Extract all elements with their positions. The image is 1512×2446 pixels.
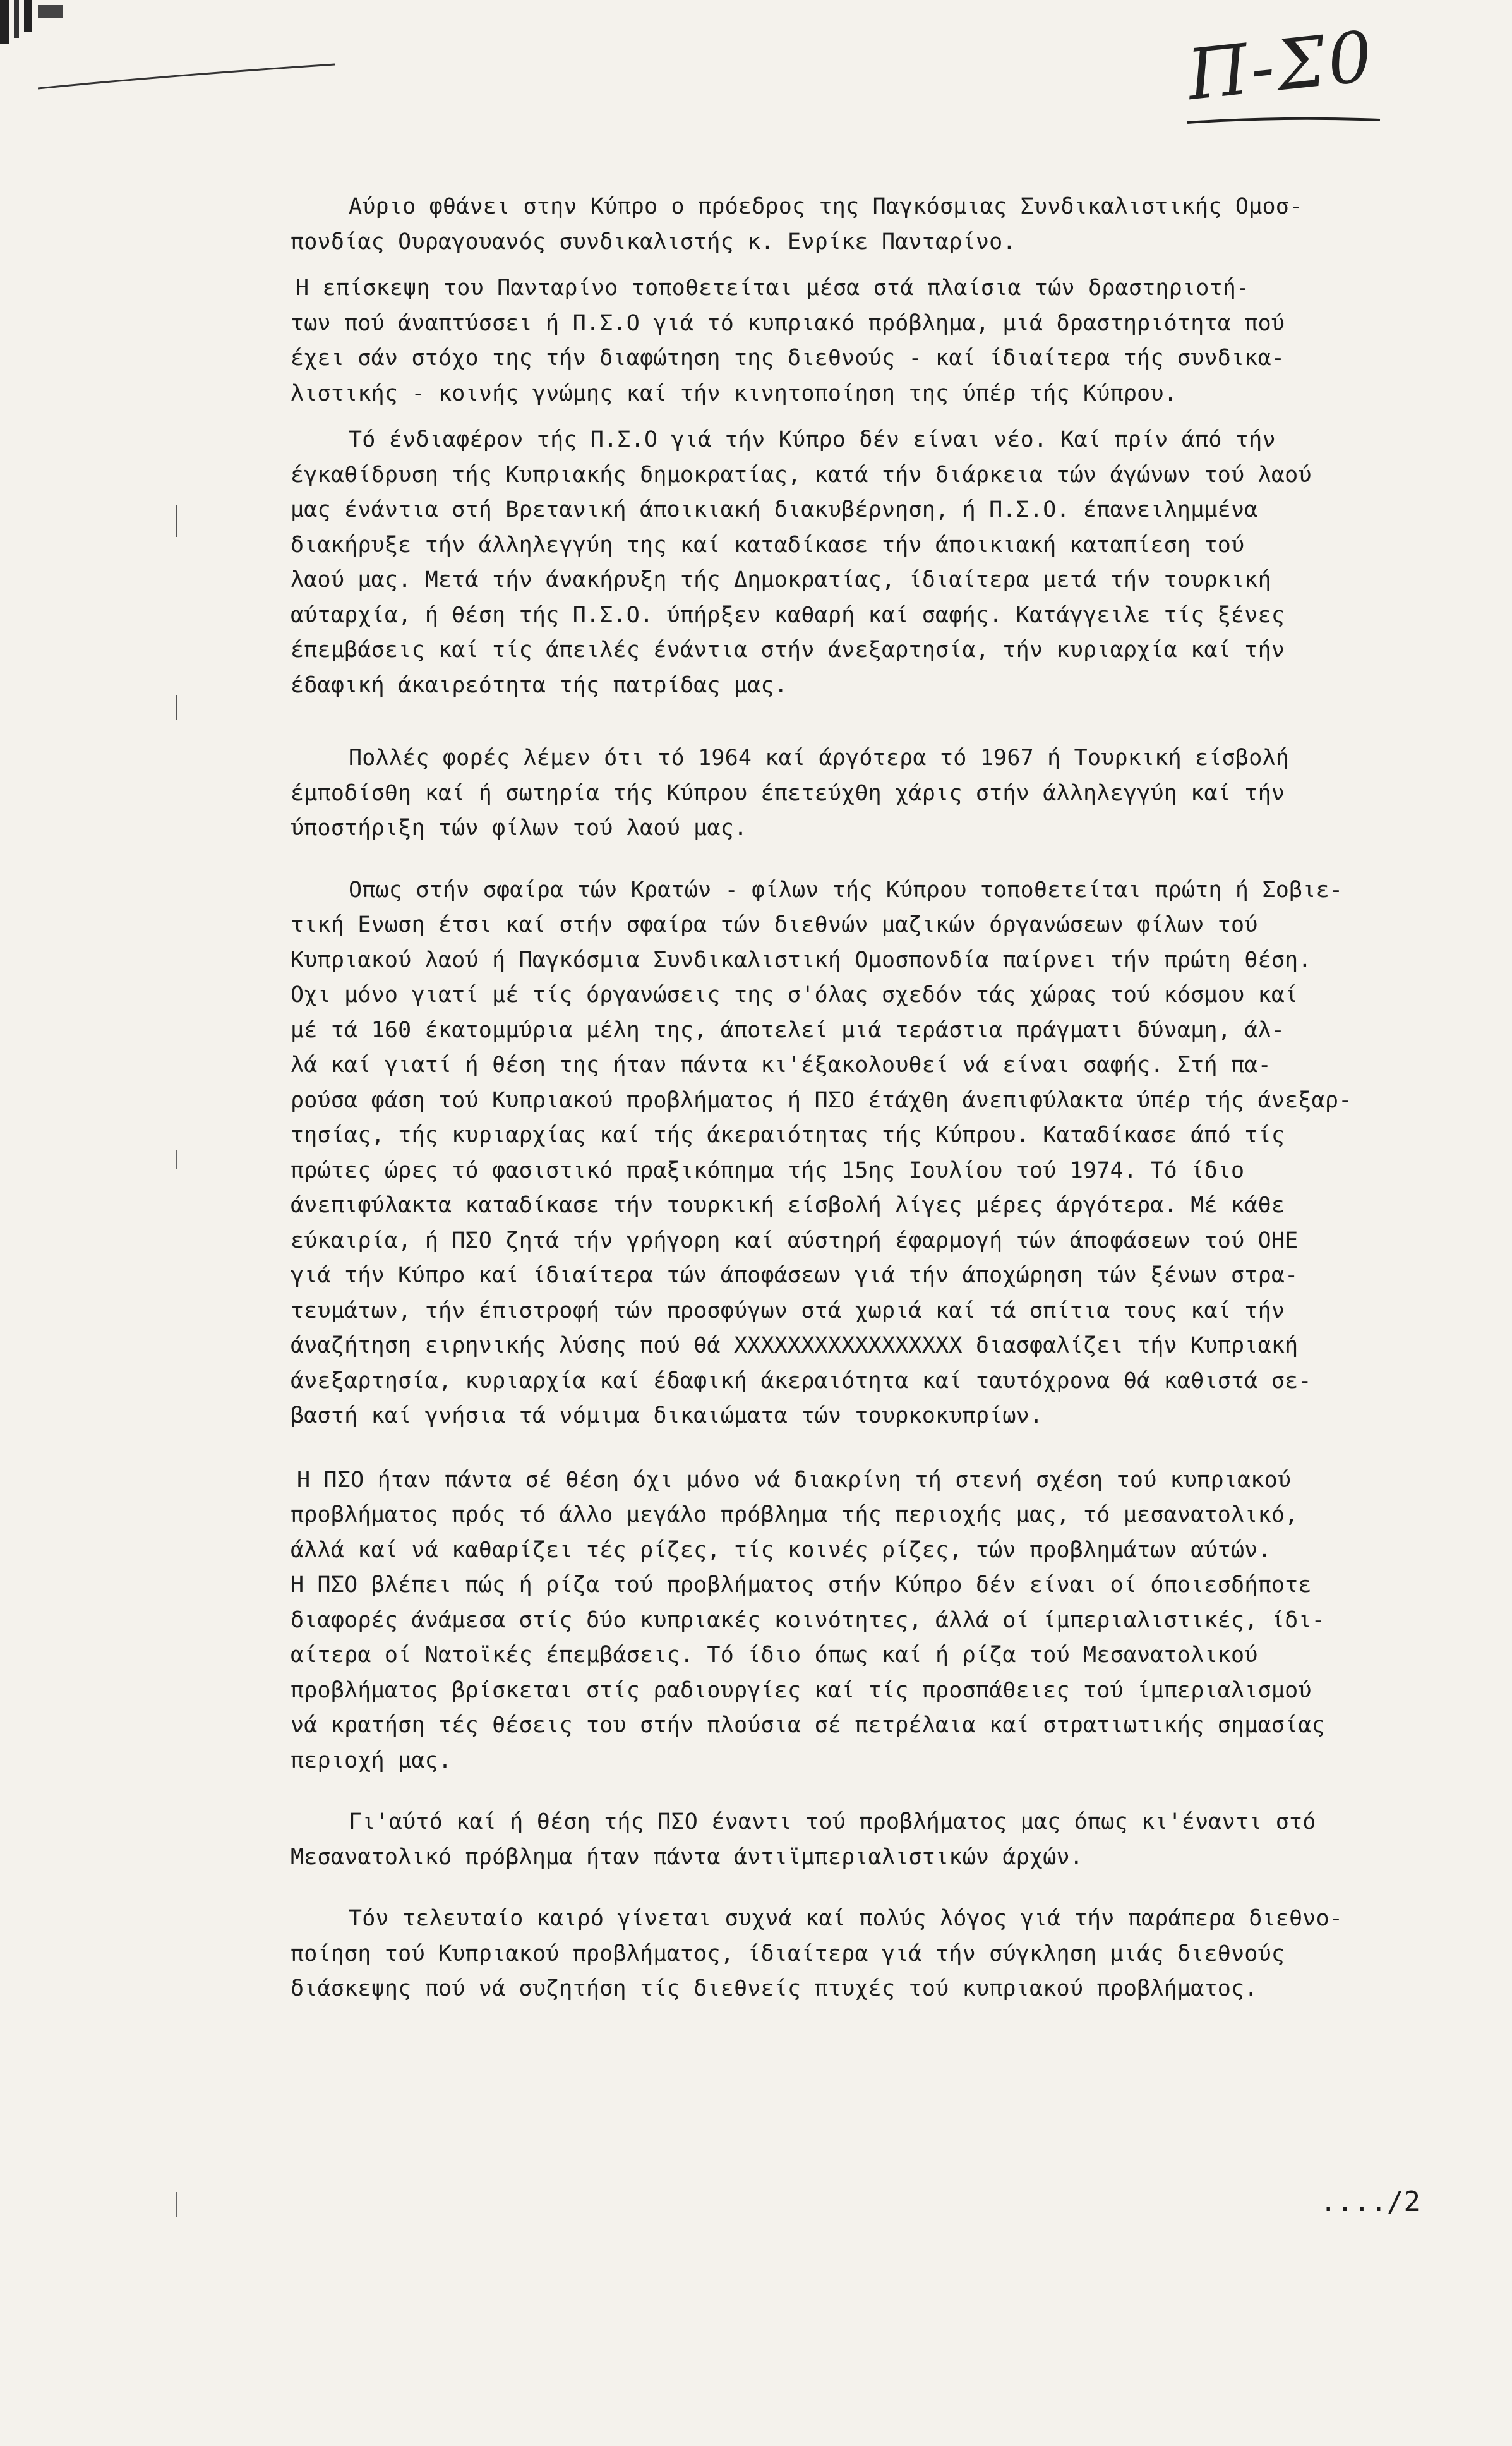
paragraph-2: Η επίσκεψη του Πανταρίνο τοποθετείται μέσα στά πλαίσια τών δραστηριοτή- των πού άναπτύσσει ή Π.Σ.Ο γιά τό κυπριακό πρόβλημα, μιά δραστηριότητα πού έχει σάν στόχο της τήν διαφώτηση της διεθνούς - καί ίδιαίτερα τής συνδικα- λιστικής - κοινής γνώμης καί τήν κινητοποίηση της ύπέρ τής Κύπρου. (291, 275, 1285, 406)
paragraph-8: Τόν τελευταίο καιρό γίνεται συχνά καί πολύς λόγος γιά τήν παράπερα διεθνο- ποίηση τού Κυπριακού προβλήματος, ίδιαίτερα γιά τήν σύγκληση μιάς διεθνούς διάσκεψης πού νά συζητήση τίς διεθνείς πτυχές τού κυπριακού προβλήματος. (291, 1906, 1343, 2001)
paragraph-3: Τό ένδιαφέρον τής Π.Σ.Ο γιά τήν Κύπρο δέν είναι νέο. Καί πρίν άπό τήν έγκαθίδρυση τής Κυπριακής δημοκρατίας, κατά τήν διάρκεια τών άγώνων τού λαού μας ένάντια στή Βρετανική άποικιακή διακυβέρνηση, ή Π.Σ.Ο. έπανειλημμένα διακήρυξε τήν άλληλεγγύη της καί καταδίκασε τήν άποικιακή καταπίεση τού λαού μας. Μετά τήν άνακήρυξη τής Δημοκρατίας, ίδιαίτερα μετά τήν τουρκική αύταρχία, ή θέση τής Π.Σ.Ο. ύπήρξεν καθαρή καί σαφής. Κατάγγειλε τίς ξένες έπεμβάσεις καί τίς άπειλές ένάντια στήν άνεξαρτησία, τήν κυριαρχία καί τήν έδαφική άκαιρεότητα τής πατρίδας μας. (291, 427, 1312, 698)
punch-hole-mark (0, 0, 76, 57)
margin-marks (171, 486, 183, 2318)
paragraph-5: Οπως στήν σφαίρα τών Κρατών - φίλων τής Κύπρου τοποθετείται πρώτη ή Σοβιε- τική Ενωση έτσι καί στήν σφαίρα τών διεθνών μαζικών όργανώσεων φίλων τού Κυπριακού λαού ή Παγκόσμια Συνδικαλιστική Ομοσπονδία παίρνει τήν πρώτη θέση. Οχι μόνο γιατί μέ τίς όργανώσεις της σ'όλας σχεδόν τάς χώρας τού κόσμου καί μέ τά 160 έκατομμύρια μέλη της, άποτελεί μιά τεράστια πράγματι δύναμη, άλ- λά καί γιατί ή θέση της ήταν πάντα κι'έξακολουθεί νά είναι σαφής. Στή πα- ρούσα φάση τού Κυπριακού προβλήματος ή ΠΣΟ έτάχθη άνεπιφύλακτα ύπέρ τής άνεξαρ- τησίας, τής κυριαρχίας καί τής άκεραιότητας τής Κύπρου. Καταδίκασε άπό τίς πρώτες ώρες τό φασιστικό πραξικόπημα τής 15ης Ιουλίου τού 1974. Τό ίδιο άνεπιφύλακτα καταδίκασε τήν τουρκική είσβολή λίγες μέρες άργότερα. Μέ κάθε εύκαιρία, ή ΠΣΟ ζητά τήν γρήγορη καί αύστηρή έφαρμογή τών άποφάσεων τού ΟΗΕ γιά τήν Κύπρο καί ίδιαίτερα τών άποφάσεων γιά τήν άποχώρηση τών ξένων στρα- τευμάτων, τήν έπιστροφή τών προσφύγων στά χωριά καί τά σπίτια τους καί τήν άναζήτηση ειρηνικής λύσης πού θά XXXXXXXXXXXXXXXXX διασφαλίζει τήν Κυπριακή άνεξαρτησία, κυριαρχία καί έδαφική άκεραιότητα καί ταυτόχρονα θά καθιστά σε- βαστή καί γνήσια τά νόμιμα δικαιώματα τών τουρκοκυπρίων. (291, 877, 1352, 1428)
handwritten-file-code: Π-Σ0 (1184, 15, 1379, 116)
paragraph-4: Πολλές φορές λέμεν ότι τό 1964 καί άργότερα τό 1967 ή Τουρκική είσβολή έμποδίσθη καί ή σωτηρία τής Κύπρου έπετεύχθη χάρις στήν άλληλεγγύη καί τήν ύποστήριξη τών φίλων τού λαού μας. (291, 745, 1290, 841)
paragraph-1: Αύριο φθάνει στην Κύπρο ο πρόεδρος της Παγκόσμιας Συνδικαλιστικής Ομοσ- πονδίας Ουραγουανός συνδικαλιστής κ. Ενρίκε Πανταρίνο. (291, 194, 1303, 255)
handwritten-underline (1187, 114, 1383, 126)
letter-body (291, 190, 1497, 2007)
paragraph-6: Η ΠΣΟ ήταν πάντα σέ θέση όχι μόνο νά διακρίνη τή στενή σχέση τού κυπριακού προβλήματος πρός τό άλλο μεγάλο πρόβλημα τής περιοχής μας, τό μεσανατολικό, άλλά καί νά καθαρίζει τές ρίζες, τίς κοινές ρίζες, τών προβλημάτων αύτών. Η ΠΣΟ βλέπει πώς ή ρίζα τού προβλήματος στήν Κύπρο δέν είναι οί όποιεσδήποτε διαφορές άνάμεσα στίς δύο κυπριακές κοινότητες, άλλά οί ίμπεριαλιστικές, ίδι- αίτερα οί Νατοϊκές έπεμβάσεις. Τό ίδιο όπως καί ή ρίζα τού Μεσανατολικού προβλήματος βρίσκεται στίς ραδιουργίες καί τίς προσπάθειες τού ίμπεριαλισμού νά κρατήση τές θέσεις του στήν πλούσια σέ πετρέλαια καί στρατιωτικής σημασίας περιοχή μας. (291, 1467, 1325, 1773)
paragraph-7: Γι'αύτό καί ή θέση τής ΠΣΟ έναντι τού προβλήματος μας όπως κι'έναντι στό Μεσανατολικό πρόβλημα ήταν πάντα άντιϊμπεριαλιστικών άρχών. (291, 1809, 1316, 1870)
page-continuation: ..../2 (1320, 2186, 1420, 2218)
pen-stroke-mark (38, 63, 341, 101)
